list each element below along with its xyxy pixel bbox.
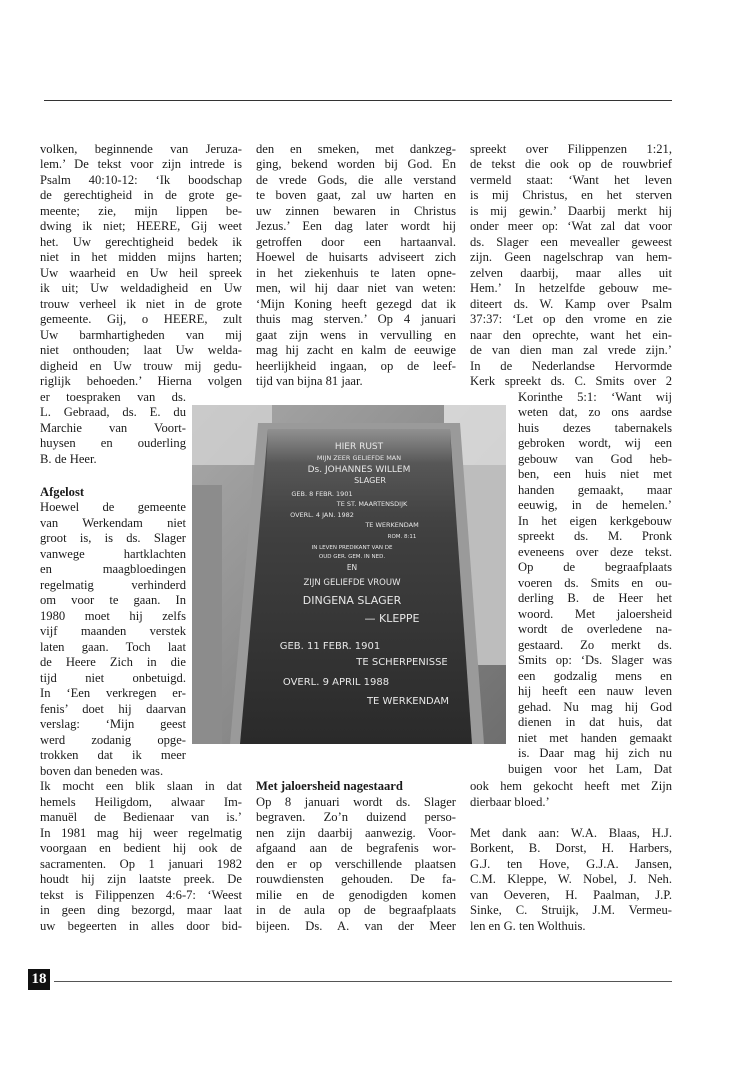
text-line: niet met handen gemaakt [518,731,672,745]
text-line: onder meer op: ‘Wat zal dat voor [470,219,672,233]
thanks-line: Met dank aan: W.A. Blaas, H.J. [470,826,672,840]
stone-text: TE SCHERPENISSE [356,657,448,668]
thanks-line: C.M. Kleppe, W. Nobel, J. Neh. [470,872,672,886]
stone-text: GEB. 8 FEBR. 1901 [291,490,353,498]
text-line: manuël de Bedienaar van is.’ [40,810,242,824]
text-line: digheid en Uw trouw mij gedu- [40,359,242,373]
gravestone-photo [192,405,506,744]
text-line: vijf maanden verstek [40,624,186,638]
text-line: den er op verschillende plaatsen [256,857,456,871]
stone-text: ZIJN GELIEFDE VROUW [303,578,401,588]
text-line: uw begeerten in alles door bid- [40,919,242,933]
stone-text: TE WERKENDAM [366,696,450,707]
text-line: volken, beginnende van Jeruza- [40,142,242,156]
text-line: milie en de genodigden komen [256,888,456,902]
thanks-line: Sinke, C. Struijk, J.M. Vermeu- [470,903,672,917]
text-line: getroffen door een hartaanval. [256,235,456,249]
text-line: tekst is Filippenzen 4:6-7: ‘Weest [40,888,242,902]
text-line: is mij gewin.’ Daarbij merkt hij [470,204,672,218]
stone-text: — KLEPPE [364,612,420,625]
stone-text: OUD GER. GEM. IN NED. [318,554,386,560]
text-line: te boven gaat, zal uw harten en [256,188,456,202]
text-line: In 1981 mag hij weer regelmatig [40,826,242,840]
text-line: spreekt over Filippenzen 1:21, [470,142,672,156]
text-line: gemeente. Gij, o HEERE, zult [40,312,242,326]
text-line: de gerechtigheid in de grote ge- [40,188,242,202]
text-line: bijeen. Ds. A. van der Meer [256,919,456,933]
text-line: derling B. de Heer het [518,591,672,605]
text-line: rouwdiensten gehouden. De fa- [256,872,456,886]
text-line: boven dan beneden was. [40,764,164,778]
text-line: in de aula op de begraafplaats [256,903,456,917]
text-line: de van dien man zal vrede zijn.’ [470,343,672,357]
text-line: van Werkendam niet [40,516,186,530]
stone-text: DINGENA SLAGER [302,594,402,607]
text-line: men, wil hij daar niet van weten: [256,281,456,295]
text-line: eeuwig, in de hemelen.’ [518,498,672,512]
text-line: laten gaan. Toch laat [40,640,186,654]
text-line: den en smeken, met dankzeg- [256,142,456,156]
section-heading: Afgelost [40,485,85,499]
text-line: eveneens over deze tekst. [518,545,672,559]
text-line: hij heeft een nauw leven [518,684,672,698]
text-line: diteert ds. W. Kamp over Psalm [470,297,672,311]
section-heading: Met jaloersheid nagestaard [256,779,403,793]
text-line: ik uit; Uw weldadigheid en Uw [40,281,242,295]
text-line: houdt hij zijn laatste preek. De [40,872,242,886]
stone-text: MIJN ZEER GELIEFDE MAN [316,454,402,462]
text-line: ook hem gekocht heeft met Zijn [470,779,672,793]
text-line: mag hij zacht en kalm de eeuwige [256,343,456,357]
text-line: 1980 moet hij zelfs [40,609,186,623]
top-rule [44,100,672,101]
text-line: ging, bekend worden bij God. En [256,157,456,171]
text-line: om voor te gaan. In [40,593,186,607]
thanks-line: G.J. ten Hove, G.J.A. Jansen, [470,857,672,871]
text-line: in geen ding bezorgd, maar laat [40,903,242,917]
text-line: voorgaan en bedient hij ook de [40,841,242,855]
text-line: vanwege hartklachten [40,547,186,561]
text-line: dienen in dat huis, dat [518,715,672,729]
text-line: spreekt ds. M. Pronk [518,529,672,543]
text-line: Op de begraafplaats [518,560,672,574]
text-line: niet onthouden; laat Uw welda- [40,343,242,357]
text-line: het. Uw gerechtigheid bedek ik [40,235,242,249]
text-line: lem.’ De tekst voor zijn intrede is [40,157,242,171]
text-line: trokken dat ik meer [40,748,186,762]
stone-text: GEB. 11 FEBR. 1901 [279,641,381,652]
text-line: heerlijkheid ingaan, op de leef- [256,359,456,373]
text-line: dierbaar bloed.’ [470,795,550,809]
text-line: de tekst die ook op de rouwbrief [470,157,672,171]
text-line: naar den oprechte, want het ein- [470,328,672,342]
stone-text: IN LEVEN PREDIKANT VAN DE [311,545,393,551]
text-line: Marchie van Voort- [40,421,186,435]
text-line: uw zinnen bewaren in Christus [256,204,456,218]
text-line: L. Gebraad, ds. E. du [40,405,186,419]
stone-text: OVERL. 9 APRIL 1988 [282,677,390,688]
text-line: de vrede Gods, die alle verstand [256,173,456,187]
text-line: weten dat, zo ons aardse [518,405,672,419]
text-line: hemels Heiligdom, alwaar Im- [40,795,242,809]
bottom-rule [54,981,672,982]
stone-text: HIER RUST [334,442,384,452]
text-line: een godzalig mens en [518,669,672,683]
text-line: de Heere Zich in die [40,655,186,669]
stone-text: OVERL. 4 JAN. 1982 [290,511,354,519]
text-line: ‘Mijn Koning heeft gezegd dat ik [256,297,456,311]
thanks-line: van Oeveren, H. Paalman, J.P. [470,888,672,902]
text-line: Ik mocht een blik slaan in dat [40,779,242,793]
text-line: ben, een huis niet met [518,467,672,481]
text-line: Op 8 januari wordt ds. Slager [256,795,456,809]
text-line: In ‘Een verkregen er- [40,686,186,700]
text-line: Kerk spreekt ds. C. Smits over 2 [470,374,672,388]
text-line: handen gemaakt, maar [518,483,672,497]
text-line: voeren ds. Smits en ou- [518,576,672,590]
text-line: sacramenten. Op 1 januari 1982 [40,857,242,871]
text-line: regelmatig verhinderd [40,578,186,592]
text-line: verslag: ‘Mijn geest [40,717,186,731]
text-line: Hem.’ In hetzelfde gebouw me- [470,281,672,295]
text-line: Psalm 40:10-12: ‘Ik boodschap [40,173,242,187]
text-line: Hoewel de huisarts adviseert zich [256,250,456,264]
text-line: Hoewel de gemeente [40,500,186,514]
text-line: trouw verheel ik niet in de grote [40,297,242,311]
text-line: huysen en ouderling [40,436,186,450]
thanks-line: len en G. ten Wolthuis. [470,919,586,933]
text-line: meente; zie, mijn lippen be- [40,204,242,218]
text-line: Korinthe 5:1: ‘Want wij [518,390,672,404]
text-line: is mij Christus, en het sterven [470,188,672,202]
text-line: buigen voor het Lam, Dat [508,762,672,776]
text-line: zijn. Geen nagelschrap van hem- [470,250,672,264]
text-line: gebouw van God heb- [518,452,672,466]
stone-text: ROM. 8:11 [387,534,417,540]
text-line: tijd van bijna 81 jaar. [256,374,363,388]
text-line: In de Nederlandse Hervormde [470,359,672,373]
text-line: woord. Met jaloersheid [518,607,672,621]
text-line: 37:37: ‘Let op den vrome en zie [470,312,672,326]
text-line: In het eigen kerkgebouw [518,514,672,528]
stone-text: TE WERKENDAM [365,521,419,529]
page-number: 18 [28,969,50,990]
text-line: Smits op: ‘Ds. Slager was [518,653,672,667]
text-line: wordt de overledene na- [518,622,672,636]
stone-text: SLAGER [354,476,386,485]
text-line: vermeld staat: ‘Want het leven [470,173,672,187]
text-line: gestaard. Zo merkt ds. [518,638,672,652]
text-line: Uw barmhartigheden van mij [40,328,242,342]
text-line: en maagbloedingen [40,562,186,576]
text-line: Jezus.’ Een dag later wordt hij [256,219,456,233]
text-line: is. Daar mag hij zich nu [518,746,672,760]
text-line: B. de Heer. [40,452,97,466]
text-line: gehad. Nu mag hij God [518,700,672,714]
stone-text: Ds. JOHANNES WILLEM [307,465,411,475]
text-line: begraven. Zo’n duizend perso- [256,810,456,824]
text-line: werd zodanig opge- [40,733,186,747]
text-line: in het ziekenhuis te laten opne- [256,266,456,280]
text-line: Uw waarheid en Uw heil spreek [40,266,242,280]
text-line: tijd niet onbetuigd. [40,671,186,685]
stone-text: EN [346,563,358,572]
text-line: dwing ik niet; HEERE, Gij weet [40,219,242,233]
text-line: zelven daarbij, maar alles uit [470,266,672,280]
text-line: afgaand aan de begrafenis wor- [256,841,456,855]
thanks-line: Borkent, B. Dorst, H. Harbers, [470,841,672,855]
text-line: groot is, is ds. Slager [40,531,186,545]
text-line: ds. Slager een mevealler geweest [470,235,672,249]
text-line: nen zijn daarbij aanwezig. Voor- [256,826,456,840]
text-line: er toespraken van ds. [40,390,186,404]
text-line: thuis mag sterven.’ Op 4 januari [256,312,456,326]
border-stone [192,485,222,744]
text-line: gaat zijn wens in vervulling en [256,328,456,342]
text-line: fenis’ doet hij daarvan [40,702,186,716]
text-line: gebroken wordt, wij een [518,436,672,450]
stone-text: TE ST. MAARTENSDIJK [336,500,408,508]
text-line: niet in het midden mijns harten; [40,250,242,264]
text-line: huis dezes tabernakels [518,421,672,435]
text-line: riglijk behoeden.’ Hierna volgen [40,374,242,388]
